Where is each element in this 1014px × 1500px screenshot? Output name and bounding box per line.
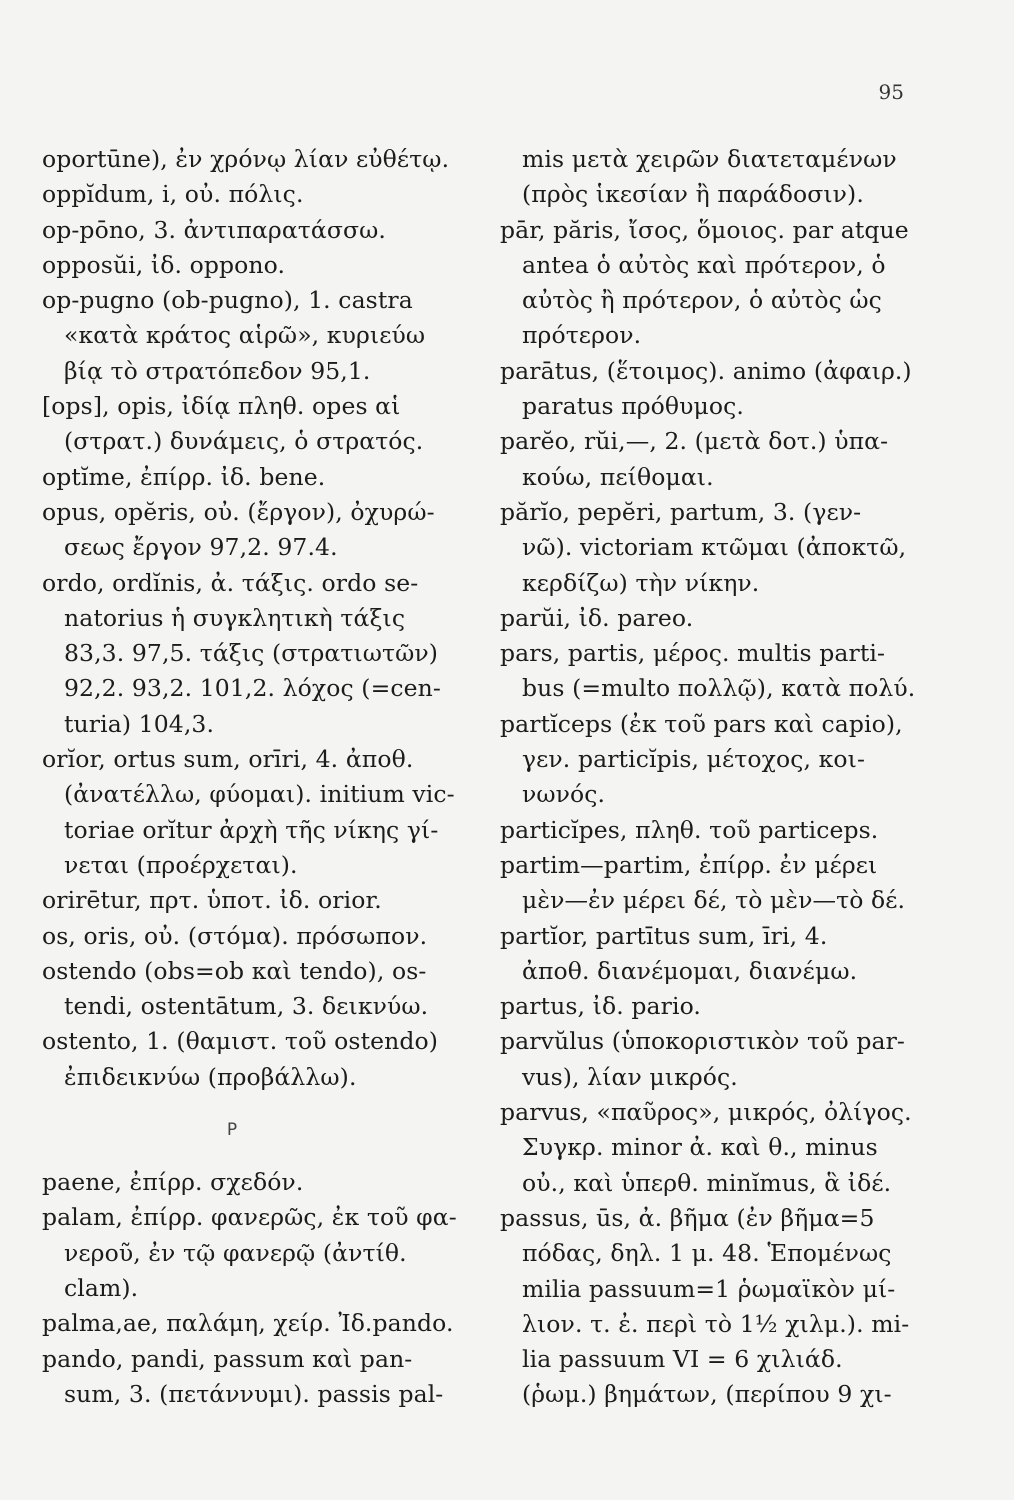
dictionary-line: palam, ἐπίρρ. φανερῶς, ἐκ τοῦ φα- bbox=[42, 1203, 457, 1232]
dictionary-line: parŭi, ἰδ. pareo. bbox=[500, 603, 694, 632]
dictionary-line: πόδας, δηλ. 1 μ. 48. Ἑπομένως bbox=[522, 1239, 892, 1268]
dictionary-line: γεν. particĭpis, μέτοχος, κοι- bbox=[522, 745, 866, 774]
section-letter-heading: P bbox=[226, 1120, 238, 1141]
dictionary-line: antea ὁ αὐτὸς καὶ πρότερον, ὁ bbox=[522, 250, 886, 279]
dictionary-line: Συγκρ. minor ἀ. καὶ θ., minus bbox=[522, 1133, 878, 1162]
dictionary-line: părĭo, pepĕri, partum, 3. (γεν- bbox=[500, 497, 862, 526]
dictionary-line: natorius ἡ συγκλητικὴ τάξις bbox=[64, 603, 406, 632]
dictionary-line: os, oris, οὐ. (στόμα). πρόσωπον. bbox=[42, 921, 428, 950]
dictionary-line: (στρατ.) δυνάμεις, ὁ στρατός. bbox=[64, 427, 424, 456]
dictionary-line: μὲν—ἐν μέρει δέ, τὸ μὲν—τὸ δέ. bbox=[522, 886, 906, 915]
dictionary-line: mis μετὰ χειρῶν διατεταμένων bbox=[522, 145, 897, 173]
left-column bbox=[42, 142, 457, 1412]
page-number: 95 bbox=[878, 80, 904, 104]
dictionary-line: (ἀνατέλλω, φύομαι). initium vic- bbox=[64, 780, 455, 809]
dictionary-line: palma,ae, παλάμη, χείρ. Ἰδ.pando. bbox=[42, 1309, 454, 1338]
dictionary-line: νῶ). victoriam κτῶμαι (ἀποκτῶ, bbox=[522, 533, 907, 562]
dictionary-line: pars, partis, μέρος. multis parti- bbox=[500, 639, 886, 668]
dictionary-line: optĭme, ἐπίρρ. ἰδ. bene. bbox=[42, 462, 326, 491]
dictionary-line: opus, opĕris, οὐ. (ἔργον), ὀχυρώ- bbox=[42, 497, 435, 526]
dictionary-line: σεως ἔργον 97,2. 97.4. bbox=[64, 533, 338, 562]
dictionary-line: 83,3. 97,5. τάξις (στρατιωτῶν) bbox=[64, 639, 439, 668]
dictionary-line: pando, pandi, passum καὶ pan- bbox=[42, 1344, 413, 1373]
dictionary-line: sum, 3. (πετάννυμι). passis pal- bbox=[64, 1379, 444, 1408]
dictionary-line: particĭpes, πληθ. τοῦ particeps. bbox=[500, 815, 879, 844]
dictionary-line: paratus πρόθυμος. bbox=[522, 392, 745, 421]
dictionary-line: toriae orĭtur ἀρχὴ τῆς νίκης γί- bbox=[64, 815, 439, 844]
dictionary-line: oppĭdum, i, οὐ. πόλις. bbox=[42, 180, 304, 209]
dictionary-line: vus), λίαν μικρός. bbox=[522, 1062, 738, 1091]
dictionary-line: paene, ἐπίρρ. σχεδόν. bbox=[42, 1168, 304, 1197]
dictionary-line: orĭor, ortus sum, orīri, 4. ἀποθ. bbox=[42, 745, 414, 774]
dictionary-line: «κατὰ κράτος αἱρῶ», κυριεύω bbox=[64, 321, 426, 350]
dictionary-line: (ῥωμ.) βημάτων, (περίπου 9 χι- bbox=[522, 1380, 892, 1409]
dictionary-line: op-pugno (ob-pugno), 1. castra bbox=[42, 286, 413, 315]
dictionary-line: lia passuum VI = 6 χιλιάδ. bbox=[522, 1345, 843, 1374]
dictionary-line: tendi, ostentātum, 3. δεικνύω. bbox=[64, 992, 429, 1021]
dictionary-line: πρότερον. bbox=[522, 321, 642, 350]
dictionary-line: κερδίζω) τὴν νίκην. bbox=[522, 568, 760, 597]
dictionary-line: op-pōno, 3. ἀντιπαρατάσσω. bbox=[42, 215, 386, 244]
dictionary-line: parātus, (ἕτοιμος). animo (ἀφαιρ.) bbox=[500, 356, 912, 385]
dictionary-line: orirētur, πρτ. ὑποτ. ἰδ. orior. bbox=[42, 886, 382, 915]
dictionary-line: ordo, ordĭnis, ἀ. τάξις. ordo se- bbox=[42, 568, 419, 597]
right-entries bbox=[500, 142, 916, 1413]
dictionary-line: partĭceps (ἐκ τοῦ pars καὶ capio), bbox=[500, 709, 903, 738]
dictionary-line: ἀποθ. διανέμομαι, διανέμω. bbox=[522, 956, 858, 985]
dictionary-line: milia passuum=1 ῥωμαϊκὸν μί- bbox=[522, 1274, 896, 1303]
dictionary-line: bus (=multo πολλῷ), κατὰ πολύ. bbox=[522, 674, 916, 703]
dictionary-line: partĭor, partītus sum, īri, 4. bbox=[500, 921, 828, 950]
dictionary-line: ostendo (obs=ob καὶ tendo), os- bbox=[42, 956, 427, 985]
left-entries-oppid-ostento bbox=[42, 142, 455, 1095]
dictionary-line: αὐτὸς ἢ πρότερον, ὁ αὐτὸς ὡς bbox=[522, 286, 882, 315]
dictionary-line: partim—partim, ἐπίρρ. ἐν μέρει bbox=[500, 850, 878, 879]
dictionary-line: νωνός. bbox=[522, 780, 606, 809]
dictionary-line: ostento, 1. (θαμιστ. τοῦ ostendo) bbox=[42, 1027, 439, 1056]
dictionary-line: 92,2. 93,2. 101,2. λόχος (=cen- bbox=[64, 674, 441, 703]
dictionary-line: turia) 104,3. bbox=[64, 709, 215, 738]
left-entries-p-section bbox=[42, 1165, 457, 1412]
dictionary-line: βίᾳ τὸ στρατόπεδον 95,1. bbox=[64, 356, 371, 385]
dictionary-line: pār, păris, ἴσος, ὅμοιος. par atque bbox=[500, 215, 909, 244]
dictionary-line: parĕo, rŭi,—, 2. (μετὰ δοτ.) ὑπα- bbox=[500, 427, 889, 456]
dictionary-line: κούω, πείθομαι. bbox=[522, 462, 714, 491]
dictionary-line: oportūne), ἐν χρόνῳ λίαν εὐθέτῳ. bbox=[42, 145, 450, 173]
dictionary-line: [ops], opis, ἰδίᾳ πληθ. opes αἱ bbox=[42, 392, 401, 421]
dictionary-line: νεται (προέρχεται). bbox=[64, 850, 298, 879]
right-column bbox=[500, 142, 916, 1413]
dictionary-line: parvŭlus (ὑποκοριστικὸν τοῦ par- bbox=[500, 1027, 905, 1056]
dictionary-line: (πρὸς ἱκεσίαν ἢ παράδοσιν). bbox=[522, 180, 864, 209]
dictionary-line: clam). bbox=[64, 1273, 139, 1302]
dictionary-line: parvus, «παῦρος», μικρός, ὀλίγος. bbox=[500, 1098, 912, 1127]
dictionary-line: λιον. τ. ἐ. περὶ τὸ 1½ χιλμ.). mi- bbox=[522, 1309, 910, 1338]
dictionary-line: opposŭi, ἰδ. oppono. bbox=[42, 250, 286, 279]
dictionary-line: οὐ., καὶ ὑπερθ. minĭmus, ἃ ἰδέ. bbox=[522, 1168, 892, 1197]
dictionary-line: partus, ἰδ. pario. bbox=[500, 992, 701, 1021]
dictionary-line: ἐπιδεικνύω (προβάλλω). bbox=[64, 1062, 357, 1091]
dictionary-line: νεροῦ, ἐν τῷ φανερῷ (ἀντίθ. bbox=[64, 1238, 407, 1267]
dictionary-line: passus, ūs, ἀ. βῆμα (ἐν βῆμα=5 bbox=[500, 1203, 875, 1232]
